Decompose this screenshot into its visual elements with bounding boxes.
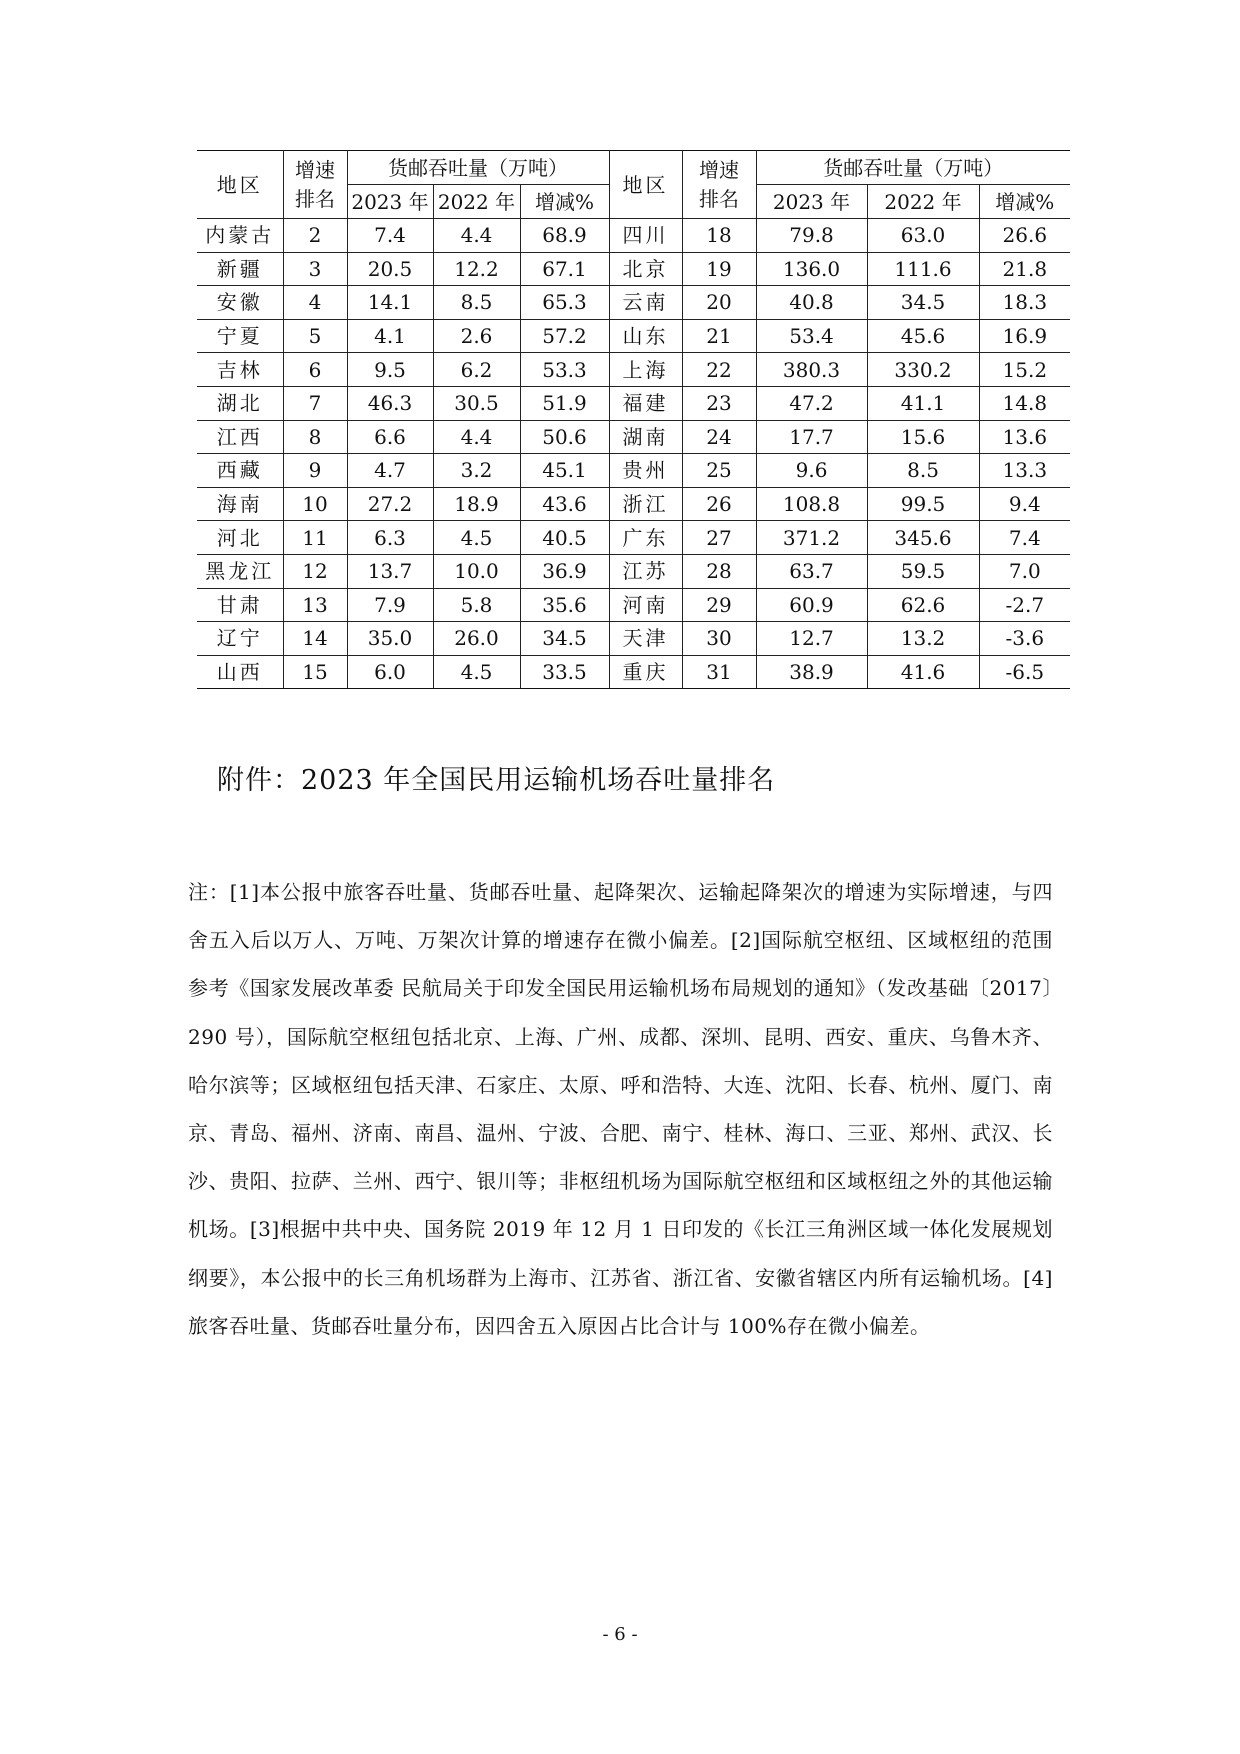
table-row	[197, 655, 1070, 689]
cell-cargo-2023-left: 4.1	[347, 319, 433, 353]
cell-cargo-2022-left: 10.0	[433, 554, 520, 588]
cell-cargo-2023-right: 371.2	[756, 521, 867, 555]
cell-region-left: 山西	[197, 655, 283, 689]
cell-cargo-2022-right: 34.5	[867, 286, 979, 320]
cell-rank-right: 26	[682, 487, 756, 521]
cell-cargo-2023-right: 108.8	[756, 487, 867, 521]
cell-cargo-2023-left: 27.2	[347, 487, 433, 521]
cell-cargo-2022-right: 63.0	[867, 219, 979, 253]
cell-region-left: 西藏	[197, 454, 283, 488]
cell-change-left: 53.3	[520, 353, 609, 387]
cell-change-right: 16.9	[979, 319, 1070, 353]
cell-change-right: 26.6	[979, 219, 1070, 253]
table-row	[197, 286, 1070, 320]
cell-change-right: 21.8	[979, 252, 1070, 286]
cell-rank-right: 18	[682, 219, 756, 253]
cell-change-left: 65.3	[520, 286, 609, 320]
cell-cargo-2023-left: 6.0	[347, 655, 433, 689]
cell-cargo-2022-right: 13.2	[867, 622, 979, 656]
cell-cargo-2022-left: 5.8	[433, 588, 520, 622]
cell-cargo-2023-left: 6.3	[347, 521, 433, 555]
cell-region-right: 云南	[609, 286, 682, 320]
cell-rank-left: 10	[283, 487, 347, 521]
cell-rank-right: 27	[682, 521, 756, 555]
cell-cargo-2023-right: 79.8	[756, 219, 867, 253]
cell-cargo-2023-left: 46.3	[347, 386, 433, 420]
cell-rank-left: 9	[283, 454, 347, 488]
cell-cargo-2022-right: 45.6	[867, 319, 979, 353]
cell-cargo-2022-right: 345.6	[867, 521, 979, 555]
cell-rank-right: 24	[682, 420, 756, 454]
cell-region-right: 山东	[609, 319, 682, 353]
footnote-text: 注：[1]本公报中旅客吞吐量、货邮吞吐量、起降架次、运输起降架次的增速为实际增速，与四舍五入后以万人、万吨、万架次计算的增速存在微小偏差。[2]国际航空枢纽、区域枢纽的范围参考《国家发展改革委 民航局关于印发全国民用运输机场布局规划的通知》（发改基础〔2017〕290 号），国际航空枢纽包括北京、上海、广州、成都、深圳、昆明、西安、重庆、乌鲁木齐、哈尔滨等；区域枢纽包括天津、石家庄、太原、呼和浩特、大连、沈阳、长春、杭州、厦门、南京、青岛、福州、济南、南昌、温州、宁波、合肥、南宁、桂林、海口、三亚、郑州、武汉、长沙、贵阳、拉萨、兰州、西宁、银川等；非枢纽机场为国际航空枢纽和区域枢纽之外的其他运输机场。[3]根据中共中央、国务院 2019 年 12 月 1 日印发的《长江三角洲区域一体化发展规划纲要》，本公报中的长三角机场群为上海市、江苏省、浙江省、安徽省辖区内所有运输机场。[4]旅客吞吐量、货邮吞吐量分布，因四舍五入原因占比合计与 100%存在微小偏差。	[188, 880, 1053, 1338]
cell-cargo-2022-left: 2.6	[433, 319, 520, 353]
cell-change-right: 14.8	[979, 386, 1070, 420]
cell-region-right: 北京	[609, 252, 682, 286]
cell-rank-right: 22	[682, 353, 756, 387]
cell-change-left: 40.5	[520, 521, 609, 555]
header-2023-left: 2023 年	[347, 185, 433, 219]
cell-change-right: 15.2	[979, 353, 1070, 387]
cell-region-left: 湖北	[197, 386, 283, 420]
table-body	[197, 219, 1070, 689]
table-row	[197, 487, 1070, 521]
table-row	[197, 521, 1070, 555]
cell-rank-right: 19	[682, 252, 756, 286]
cell-change-left: 35.6	[520, 588, 609, 622]
cell-rank-right: 23	[682, 386, 756, 420]
attachment-title: 附件：2023 年全国民用运输机场吞吐量排名	[217, 765, 776, 796]
cell-cargo-2023-left: 6.6	[347, 420, 433, 454]
table-row	[197, 420, 1070, 454]
cell-region-right: 贵州	[609, 454, 682, 488]
cell-change-right: 7.4	[979, 521, 1070, 555]
cell-region-left: 内蒙古	[197, 219, 283, 253]
cell-cargo-2023-left: 9.5	[347, 353, 433, 387]
page-number: - 6 -	[602, 1624, 638, 1645]
cell-cargo-2023-right: 47.2	[756, 386, 867, 420]
table-row	[197, 622, 1070, 656]
cell-cargo-2023-right: 136.0	[756, 252, 867, 286]
cell-cargo-2022-left: 4.5	[433, 655, 520, 689]
cell-cargo-2022-left: 8.5	[433, 286, 520, 320]
cell-change-right: 18.3	[979, 286, 1070, 320]
header-rank-line1: 增速	[295, 157, 335, 182]
cell-region-right: 福建	[609, 386, 682, 420]
cell-cargo-2022-right: 62.6	[867, 588, 979, 622]
cargo-throughput-table	[197, 150, 1070, 689]
cell-cargo-2022-left: 26.0	[433, 622, 520, 656]
cell-change-right: 7.0	[979, 554, 1070, 588]
cell-rank-right: 21	[682, 319, 756, 353]
cell-region-left: 辽宁	[197, 622, 283, 656]
cell-region-right: 广东	[609, 521, 682, 555]
cell-cargo-2022-left: 4.4	[433, 219, 520, 253]
cell-rank-right: 25	[682, 454, 756, 488]
cell-cargo-2023-left: 20.5	[347, 252, 433, 286]
cell-region-right: 河南	[609, 588, 682, 622]
header-rank-line1: 增速	[699, 157, 740, 182]
header-change-right: 增减%	[979, 185, 1070, 219]
cell-region-left: 吉林	[197, 353, 283, 387]
cell-region-left: 海南	[197, 487, 283, 521]
cell-rank-left: 11	[283, 521, 347, 555]
table-row	[197, 219, 1070, 253]
cell-change-left: 68.9	[520, 219, 609, 253]
cell-region-right: 湖南	[609, 420, 682, 454]
header-group-right: 货邮吞吐量（万吨）	[756, 151, 1070, 185]
cell-change-left: 67.1	[520, 252, 609, 286]
cell-rank-right: 28	[682, 554, 756, 588]
cell-region-right: 天津	[609, 622, 682, 656]
cell-region-left: 甘肃	[197, 588, 283, 622]
cell-region-right: 江苏	[609, 554, 682, 588]
cell-region-right: 重庆	[609, 655, 682, 689]
cell-cargo-2023-right: 53.4	[756, 319, 867, 353]
cell-rank-left: 15	[283, 655, 347, 689]
cell-cargo-2023-left: 4.7	[347, 454, 433, 488]
cell-cargo-2022-left: 4.4	[433, 420, 520, 454]
cell-change-right: -6.5	[979, 655, 1070, 689]
cell-cargo-2023-left: 7.9	[347, 588, 433, 622]
cell-cargo-2023-right: 12.7	[756, 622, 867, 656]
cell-rank-left: 14	[283, 622, 347, 656]
cell-cargo-2022-right: 15.6	[867, 420, 979, 454]
cell-cargo-2023-right: 17.7	[756, 420, 867, 454]
cell-cargo-2022-left: 6.2	[433, 353, 520, 387]
cell-cargo-2022-right: 111.6	[867, 252, 979, 286]
cell-cargo-2022-right: 59.5	[867, 554, 979, 588]
cell-region-left: 宁夏	[197, 319, 283, 353]
table-row	[197, 554, 1070, 588]
cell-cargo-2023-right: 38.9	[756, 655, 867, 689]
table-row	[197, 319, 1070, 353]
table-row	[197, 252, 1070, 286]
header-rank-line2: 排名	[699, 186, 740, 211]
cell-change-right: 13.6	[979, 420, 1070, 454]
cell-change-right: 13.3	[979, 454, 1070, 488]
cell-change-right: 9.4	[979, 487, 1070, 521]
cell-rank-left: 2	[283, 219, 347, 253]
table-row	[197, 588, 1070, 622]
cell-rank-left: 4	[283, 286, 347, 320]
cell-cargo-2022-right: 41.6	[867, 655, 979, 689]
cell-change-right: -2.7	[979, 588, 1070, 622]
cell-cargo-2023-right: 380.3	[756, 353, 867, 387]
cell-rank-right: 20	[682, 286, 756, 320]
cell-rank-left: 5	[283, 319, 347, 353]
header-rank-line2: 排名	[295, 186, 335, 211]
cell-region-left: 黑龙江	[197, 554, 283, 588]
cell-cargo-2023-right: 9.6	[756, 454, 867, 488]
cell-rank-left: 13	[283, 588, 347, 622]
cell-change-left: 36.9	[520, 554, 609, 588]
cell-cargo-2022-right: 99.5	[867, 487, 979, 521]
cell-region-left: 安徽	[197, 286, 283, 320]
cell-cargo-2022-left: 12.2	[433, 252, 520, 286]
cell-region-left: 江西	[197, 420, 283, 454]
cell-cargo-2023-left: 7.4	[347, 219, 433, 253]
cell-change-left: 45.1	[520, 454, 609, 488]
table-row	[197, 454, 1070, 488]
cell-change-left: 50.6	[520, 420, 609, 454]
header-region-left: 地区	[197, 151, 283, 219]
header-group-left: 货邮吞吐量（万吨）	[347, 151, 609, 185]
header-2022-right: 2022 年	[867, 185, 979, 219]
cell-rank-left: 3	[283, 252, 347, 286]
cell-rank-right: 30	[682, 622, 756, 656]
header-rank-right	[682, 151, 756, 219]
cell-change-left: 34.5	[520, 622, 609, 656]
cell-cargo-2023-left: 14.1	[347, 286, 433, 320]
cell-region-right: 上海	[609, 353, 682, 387]
header-2023-right: 2023 年	[756, 185, 867, 219]
cell-cargo-2022-right: 330.2	[867, 353, 979, 387]
cell-change-left: 33.5	[520, 655, 609, 689]
cell-cargo-2022-right: 8.5	[867, 454, 979, 488]
cell-region-left: 河北	[197, 521, 283, 555]
cell-change-right: -3.6	[979, 622, 1070, 656]
cell-region-right: 四川	[609, 219, 682, 253]
header-2022-left: 2022 年	[433, 185, 520, 219]
cell-rank-right: 31	[682, 655, 756, 689]
cell-region-left: 新疆	[197, 252, 283, 286]
cell-rank-left: 8	[283, 420, 347, 454]
table-row	[197, 353, 1070, 387]
cell-cargo-2022-left: 30.5	[433, 386, 520, 420]
header-region-right: 地区	[609, 151, 682, 219]
cell-rank-left: 6	[283, 353, 347, 387]
cell-change-left: 51.9	[520, 386, 609, 420]
header-change-left: 增减%	[520, 185, 609, 219]
cell-cargo-2023-left: 13.7	[347, 554, 433, 588]
cell-rank-left: 12	[283, 554, 347, 588]
cell-region-right: 浙江	[609, 487, 682, 521]
cell-cargo-2022-left: 18.9	[433, 487, 520, 521]
cell-cargo-2022-left: 4.5	[433, 521, 520, 555]
header-rank-left	[283, 151, 347, 219]
cell-cargo-2023-right: 40.8	[756, 286, 867, 320]
cell-cargo-2022-left: 3.2	[433, 454, 520, 488]
cell-rank-right: 29	[682, 588, 756, 622]
cell-cargo-2022-right: 41.1	[867, 386, 979, 420]
cell-cargo-2023-right: 60.9	[756, 588, 867, 622]
cell-change-left: 43.6	[520, 487, 609, 521]
cell-change-left: 57.2	[520, 319, 609, 353]
cell-rank-left: 7	[283, 386, 347, 420]
cell-cargo-2023-right: 63.7	[756, 554, 867, 588]
table-row	[197, 386, 1070, 420]
cell-cargo-2023-left: 35.0	[347, 622, 433, 656]
